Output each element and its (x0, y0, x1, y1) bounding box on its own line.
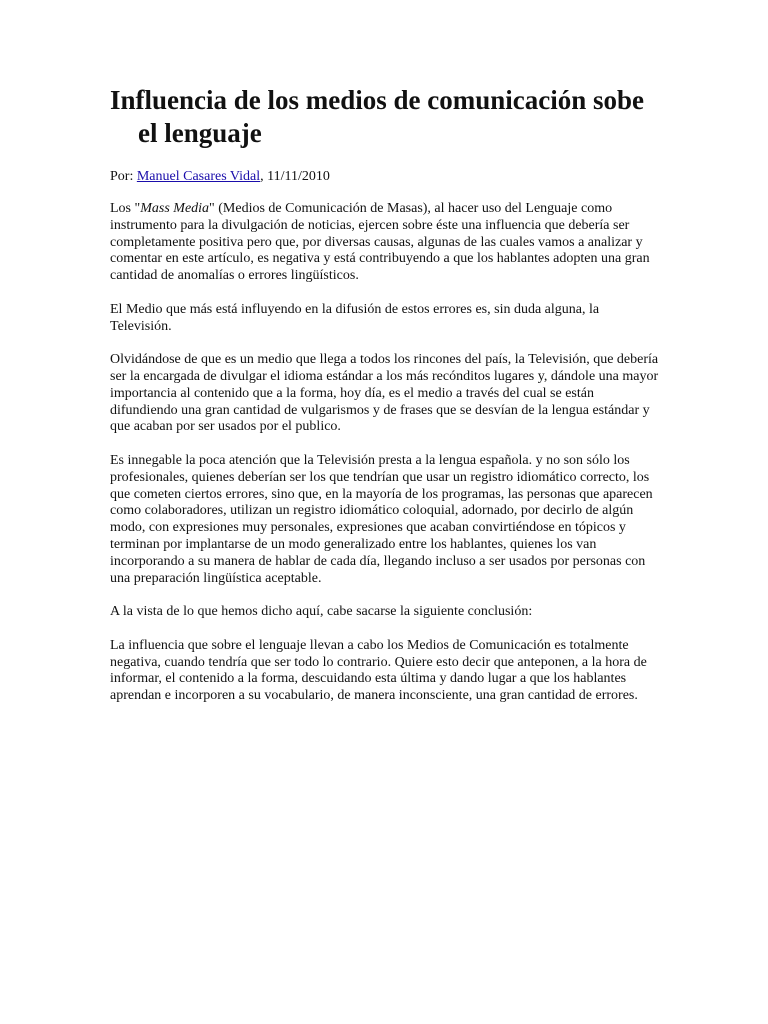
paragraph-5: A la vista de lo que hemos dicho aquí, cabe sacarse la siguiente conclusión: (110, 604, 533, 620)
paragraph-6: La influencia que sobre el lenguaje llevan a cabo los Medios de Comunicación es totalmente negativa, cuando tendría que ser todo lo contrario. Quiere esto decir que anteponen, a la hora de informar, el contenido a la forma, descuidando esta última y dando lugar a que los hablantes aprendan e incorporen a su vocabulario, de manera inconsciente, una gran cantidad de errores. (110, 637, 647, 704)
article-title: Influencia de los medios de comunicación sobe el lenguaje (110, 85, 645, 148)
byline (110, 168, 660, 185)
paragraph-1-start: Los " (110, 201, 141, 216)
paragraph-1-rest: " (Medios de Comunicación de Masas), al hacer uso del Lenguaje como instrumento para la divulgación de noticias, ejercen sobre éste una influencia que debería ser completamente positiva pero que, por diversas causas, algunas de las cuales vamos a analizar y comentar en este artículo, es negativa y está contribuyendo a que los hablantes adopten una gran cantidad de anomalías o errores lingüísticos. (110, 201, 650, 284)
paragraph-4: Es innegable la poca atención que la Televisión presta a la lengua española. y no son sólo los profesionales, quienes deberían ser los que tendrían que usar un registro idiomático correcto, los que cometen ciertos errores, sino que, en la mayoría de los programas, las personas que aparecen como colaboradores, utilizan un registro idiomático coloquial, adornado, por decirlo de algún modo, con expresiones muy personales, expresiones que acaban convirtiéndose en tópicos y terminan por implantarse de un modo generalizado entre los hablantes, quienes los van incorporando a su manera de hablar de cada día, llegando incluso a ser usados por personas con una preparación lingüística aceptable. (110, 452, 653, 586)
paragraph-2: El Medio que más está influyendo en la difusión de estos errores es, sin duda alguna, la Televisión. (110, 301, 600, 334)
document-page (110, 84, 660, 722)
author-link[interactable]: Manuel Casares Vidal (136, 169, 261, 184)
paragraph-1 (110, 201, 660, 285)
byline-prefix: Por: (110, 169, 137, 184)
byline-separator: , (260, 169, 268, 184)
paragraph-1-italic-term: Mass Media (140, 201, 210, 216)
publication-date: 11/11/2010 (267, 169, 330, 184)
paragraph-3: Olvidándose de que es un medio que llega a todos los rincones del país, la Televisión, que debería ser la encargada de divulgar el idioma estándar a los más recónditos lugares y, dándole una mayor importancia al contenido que a la forma, hoy día, es el medio a través del cual se están difundiendo una gran cantidad de vulgarismos y de frases que se desvían de la lengua estándar y que acaban por ser usados por el publico. (110, 352, 659, 435)
